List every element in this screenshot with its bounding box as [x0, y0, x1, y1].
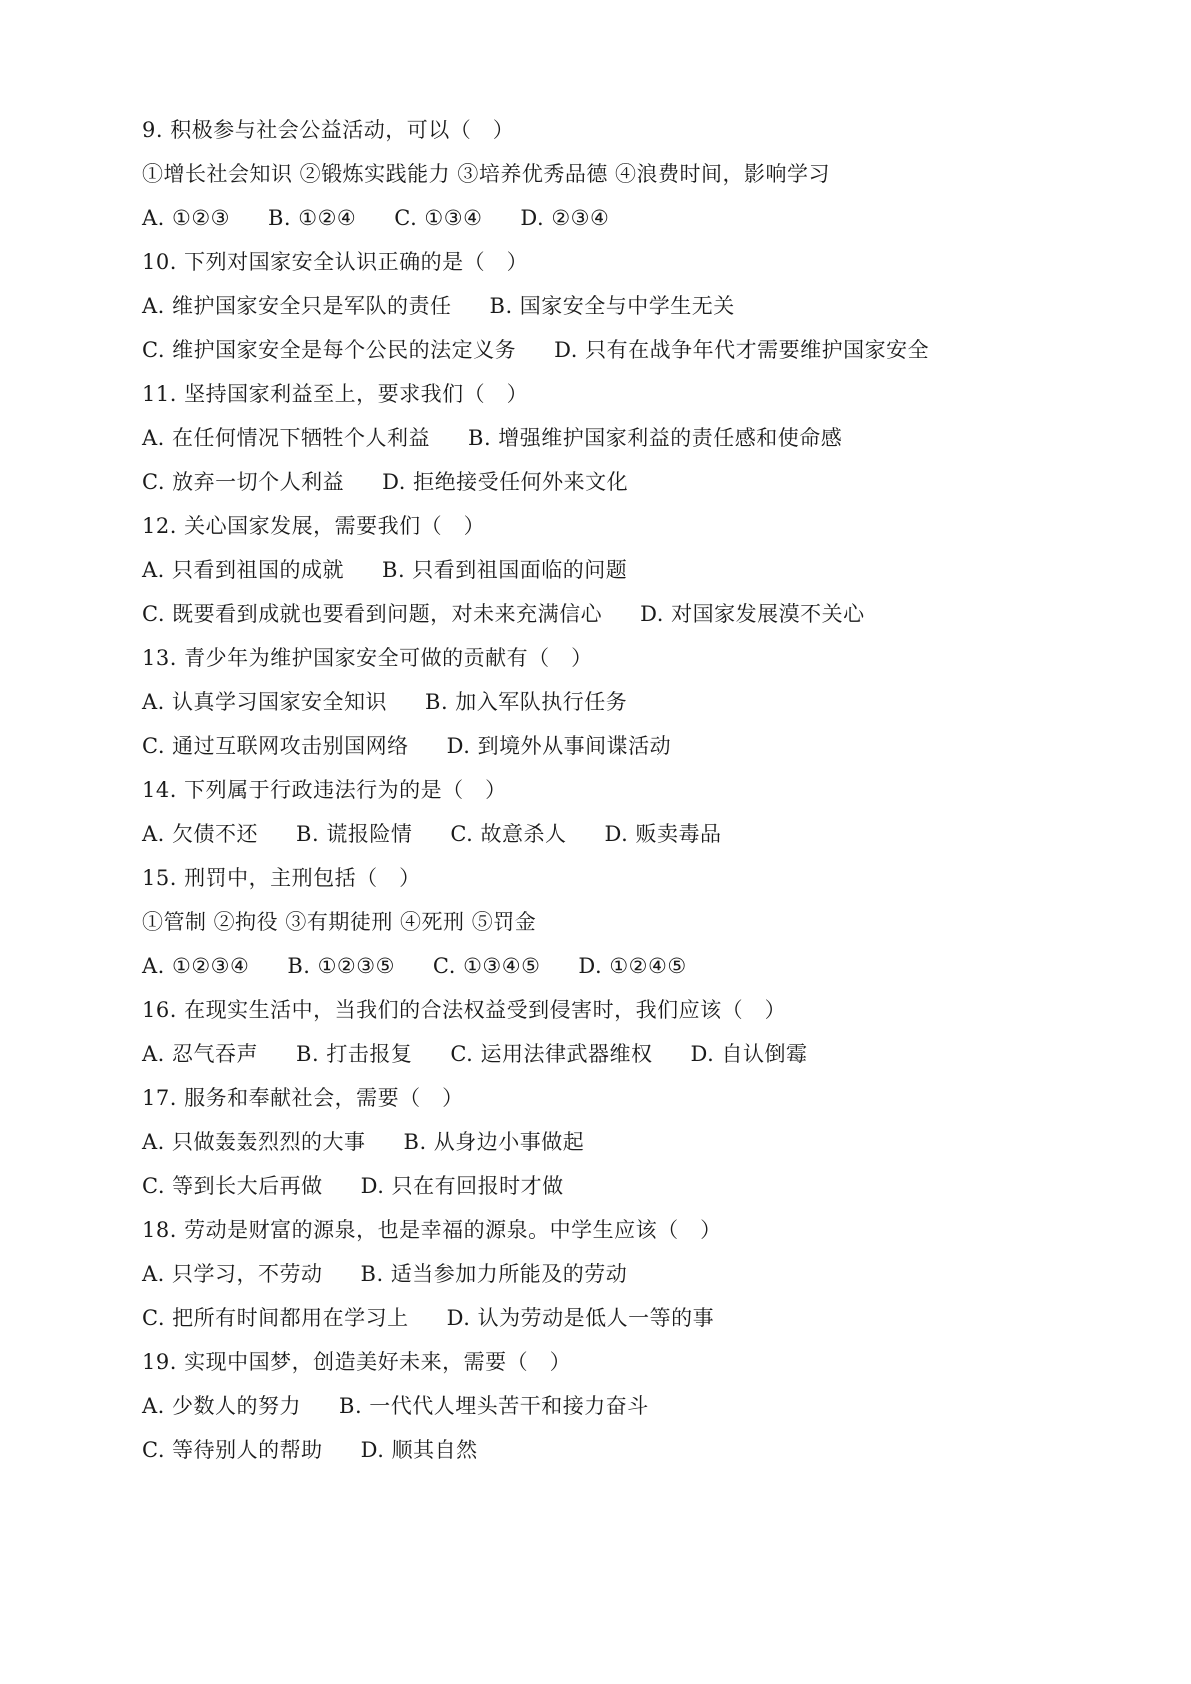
- option-d: D. 到境外从事间谍活动: [446, 734, 672, 758]
- question-statements: ①增长社会知识 ②锻炼实践能力 ③培养优秀品德 ④浪费时间，影响学习: [142, 162, 831, 186]
- option-a: A. ①②③: [142, 206, 230, 230]
- option-a: A. ①②③④: [142, 954, 250, 978]
- option-c: C. 故意杀人: [450, 822, 567, 846]
- option-row: [142, 460, 1102, 504]
- option-c: C. 等待别人的帮助: [142, 1438, 323, 1462]
- question-stem: 16. 在现实生活中，当我们的合法权益受到侵害时，我们应该（ ）: [142, 998, 787, 1022]
- option-d: D. 只在有回报时才做: [360, 1174, 564, 1198]
- option-row: [142, 328, 1102, 372]
- option-row: [142, 724, 1102, 768]
- question-stem: 14. 下列属于行政违法行为的是（ ）: [142, 778, 507, 802]
- option-a: A. 只学习，不劳动: [142, 1262, 323, 1286]
- option-d: D. 拒绝接受任何外来文化: [382, 470, 629, 494]
- option-c: C. 通过互联网攻击别国网络: [142, 734, 409, 758]
- option-d: D. 顺其自然: [360, 1438, 478, 1462]
- option-b: B. 加入军队执行任务: [425, 690, 628, 714]
- question-stem: 15. 刑罚中，主刑包括（ ）: [142, 866, 421, 890]
- option-d: D. 只有在战争年代才需要维护国家安全: [554, 338, 930, 362]
- option-b: B. 从身边小事做起: [403, 1130, 585, 1154]
- option-row: [142, 944, 1102, 988]
- option-row: [142, 1032, 1102, 1076]
- option-d: D. 贩卖毒品: [604, 822, 722, 846]
- option-row: [142, 1164, 1102, 1208]
- option-d: D. ②③④: [520, 206, 610, 230]
- option-a: A. 欠债不还: [142, 822, 259, 846]
- question-stem: 11. 坚持国家利益至上，要求我们（ ）: [142, 382, 529, 406]
- option-row: [142, 284, 1102, 328]
- option-d: D. 对国家发展漠不关心: [640, 602, 865, 626]
- option-a: A. 在任何情况下牺牲个人利益: [142, 426, 431, 450]
- question-stem: 17. 服务和奉献社会，需要（ ）: [142, 1086, 464, 1110]
- option-a: A. 维护国家安全只是军队的责任: [142, 294, 452, 318]
- option-row: [142, 680, 1102, 724]
- option-row: [142, 1296, 1102, 1340]
- option-c: C. 把所有时间都用在学习上: [142, 1306, 409, 1330]
- option-b: B. 一代代人埋头苦干和接力奋斗: [339, 1394, 649, 1418]
- option-row: [142, 548, 1102, 592]
- question-stem: 10. 下列对国家安全认识正确的是（ ）: [142, 250, 529, 274]
- option-b: B. ①②④: [268, 206, 357, 230]
- option-d: D. ①②④⑤: [578, 954, 687, 978]
- option-a: A. 认真学习国家安全知识: [142, 690, 388, 714]
- question-stem: 9. 积极参与社会公益活动，可以（ ）: [142, 118, 515, 142]
- option-a: A. 只看到祖国的成就: [142, 558, 345, 582]
- option-b: B. 国家安全与中学生无关: [489, 294, 735, 318]
- option-b: B. 打击报复: [296, 1042, 413, 1066]
- option-c: C. ①③④: [394, 206, 483, 230]
- option-d: D. 认为劳动是低人一等的事: [446, 1306, 715, 1330]
- option-row: [142, 1428, 1102, 1472]
- option-b: B. 适当参加力所能及的劳动: [360, 1262, 628, 1286]
- option-c: C. 既要看到成就也要看到问题，对未来充满信心: [142, 602, 603, 626]
- question-stem: 12. 关心国家发展，需要我们（ ）: [142, 514, 486, 538]
- option-b: B. ①②③⑤: [287, 954, 395, 978]
- option-row: [142, 812, 1102, 856]
- option-c: C. 维护国家安全是每个公民的法定义务: [142, 338, 517, 362]
- question-stem: 13. 青少年为维护国家安全可做的贡献有（ ）: [142, 646, 593, 670]
- option-row: [142, 196, 1102, 240]
- option-d: D. 自认倒霉: [690, 1042, 808, 1066]
- option-c: C. ①③④⑤: [432, 954, 541, 978]
- option-b: B. 增强维护国家利益的责任感和使命感: [468, 426, 843, 450]
- option-c: C. 等到长大后再做: [142, 1174, 323, 1198]
- option-c: C. 放弃一切个人利益: [142, 470, 345, 494]
- option-a: A. 只做轰轰烈烈的大事: [142, 1130, 366, 1154]
- option-b: B. 谎报险情: [296, 822, 413, 846]
- question-statements: ①管制 ②拘役 ③有期徒刑 ④死刑 ⑤罚金: [142, 910, 537, 934]
- exam-page: [142, 108, 1102, 1472]
- option-row: [142, 1252, 1102, 1296]
- option-c: C. 运用法律武器维权: [450, 1042, 653, 1066]
- question-stem: 18. 劳动是财富的源泉，也是幸福的源泉。中学生应该（ ）: [142, 1218, 722, 1242]
- option-row: [142, 416, 1102, 460]
- option-a: A. 忍气吞声: [142, 1042, 259, 1066]
- option-row: [142, 592, 1102, 636]
- question-stem: 19. 实现中国梦，创造美好未来，需要（ ）: [142, 1350, 572, 1374]
- option-a: A. 少数人的努力: [142, 1394, 302, 1418]
- option-b: B. 只看到祖国面临的问题: [382, 558, 628, 582]
- option-row: [142, 1120, 1102, 1164]
- option-row: [142, 1384, 1102, 1428]
